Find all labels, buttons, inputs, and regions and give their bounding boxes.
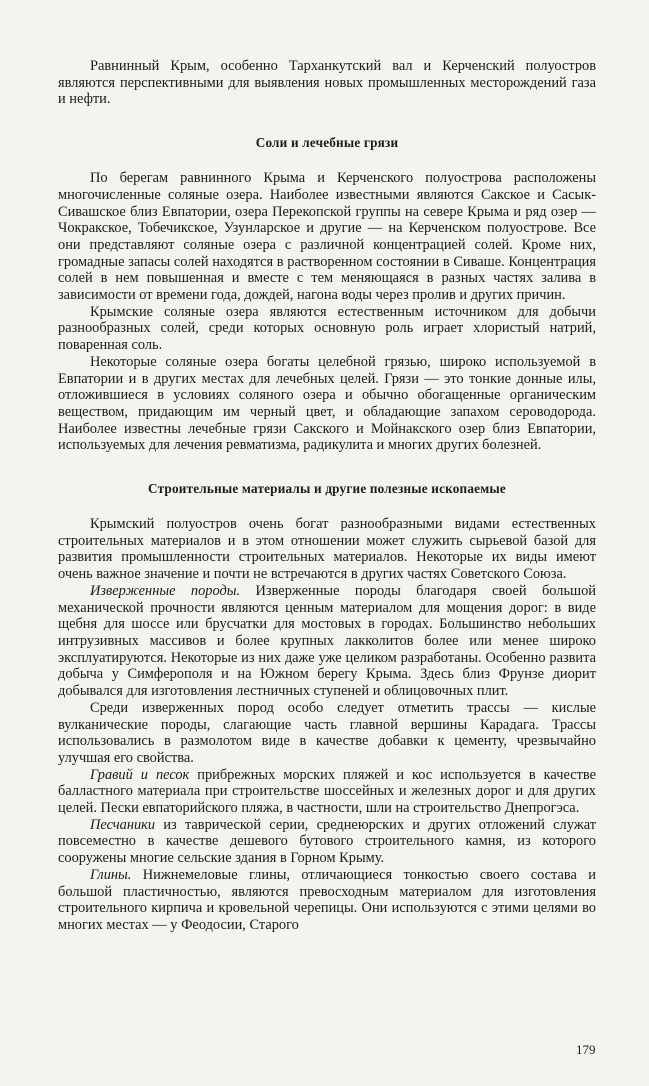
section-heading-salts: Соли и лечебные грязи xyxy=(255,135,399,151)
italic-lead: Глины. xyxy=(90,866,132,883)
paragraph: По берегам равнинного Крыма и Керченского полуострова расположены многочисленные соляные озера. Наиболее известными являются Сакское и Сасык-Сивашское близ Евпатории, озера Перекопской группы на севере Крыма и ряд озер — Чокракское, Тобечикское, Узунларское и другие — на Керченском полуострове. Все они представляют соляные озера с различной концентрацией солей. Кроме них, громадные запасы солей находятся в растворенном состоянии в Сиваше. Концентрация солей в нем повышенная и вместе с тем меняющаяся в разных частях залива в зависимости от времени года, дождей, нагона воды через пролив и других причин. xyxy=(58,170,596,304)
page-body xyxy=(58,58,596,934)
paragraph: Изверженные породы. Изверженные породы благодаря своей большой механической прочности являются ценным материалом для мощения дорог: в виде щебня для шоссе или брусчатки для мостовых в городах. Большинство небольших интрузивных массивов и более крупных лакколитов более или менее широко эксплуатируются. Некоторые из них даже уже целиком разработаны. Особенно развита добыча у Симферополя и на Южном берегу Крыма. Здесь близ Фрунзе диорит добывался для изготовления лестничных ступеней и облицовочных плит. xyxy=(58,582,596,700)
italic-lead: Гравий и песок xyxy=(90,766,190,783)
paragraph: Среди изверженных пород особо следует отметить трассы — кислые вулканические породы, слагающие часть главной вершины Карадага. Трассы использовались в размолотом виде в качестве добавки к цементу, чрезвычайно улучшая его свойства. xyxy=(58,699,596,766)
italic-lead: Изверженные породы. xyxy=(90,582,241,599)
paragraph: Крымские соляные озера являются естественным источником для добычи разнообразных солей, среди которых основную роль играет хлористый натрий, поваренная соль. xyxy=(58,303,596,354)
paragraph: Некоторые соляные озера богаты целебной грязью, широко используемой в Евпатории и в других местах для лечебных целей. Грязи — это тонкие донные илы, отложившиеся в условиях соляного озера и обычно обогащенные органическим веществом, придающим им черный цвет, и обладающие запахом сероводорода. Наиболее известны лечебные грязи Сакского и Мойнакского озер близ Евпатории, используемых для лечения ревматизма, радикулита и многих других болезней. xyxy=(58,353,596,454)
paragraph: Крымский полуостров очень богат разнообразными видами естественных строительных материалов и в этом отношении может служить сырьевой базой для развития промышленности строительных материалов. Некоторые их виды имеют очень важное значение и почти не встречаются в других частях Советского Союза. xyxy=(58,516,596,583)
paragraph: Песчаники из таврической серии, среднеюрских и других отложений служат повсеместно в качестве дешевого бутового строительного камня, из которого сооружены многие сельские здания в Горном Крыму. xyxy=(58,816,596,867)
italic-lead: Песчаники xyxy=(90,816,156,833)
intro-paragraph: Равнинный Крым, особенно Тарханкутский вал и Керченский полуостров являются перспективными для выявления новых промышленных месторождений газа и нефти. xyxy=(58,58,596,108)
page-number: 179 xyxy=(576,1042,596,1057)
paragraph: Глины. Нижнемеловые глины, отличающиеся тонкостью своего состава и большой пластичностью, являются превосходным материалом для изготовления строительного кирпича и кровельной черепицы. Они используются с этими целями во многих местах — у Феодосии, Старого xyxy=(58,866,596,933)
section-heading-materials: Строительные материалы и другие полезные ископаемые xyxy=(148,481,506,497)
paragraph: Гравий и песок прибрежных морских пляжей и кос используется в качестве балластного материала при строительстве шоссейных и железных дорог и для других целей. Пески евпаторийского пляжа, в частности, шли на строительство Днепрогэса. xyxy=(58,766,596,817)
